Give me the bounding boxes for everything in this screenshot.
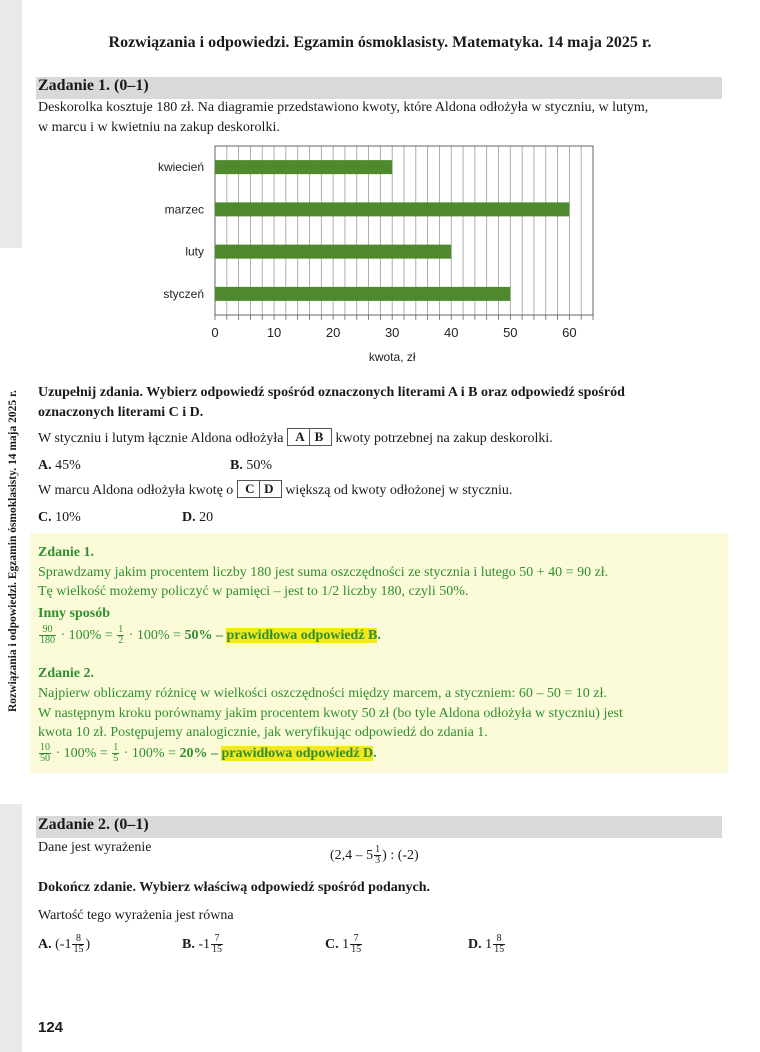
s2-answer-highlight: prawidłowa odpowiedź D — [221, 746, 374, 761]
s2-result: 20% – — [179, 746, 218, 761]
chart-x-tick-label: 30 — [384, 325, 400, 340]
q2-text-before: W marcu Aldona odłożyła kwotę o — [38, 483, 234, 498]
q2-option-d-letter: D. — [182, 510, 196, 525]
s2-fraction-2-num: 1 — [113, 742, 119, 754]
chart-category-label: marzec — [164, 202, 204, 217]
task1-intro-line1: Deskorolka kosztuje 180 zł. Na diagramie przedstawiono kwoty, które Aldona odłożyła w styczniu, w lutym, — [38, 100, 649, 115]
alt-method-formula — [38, 624, 381, 648]
side-label: Rozwiązania i odpowiedzi. Egzamin ósmoklasisty. 14 maja 2025 r. — [7, 390, 19, 712]
task1-intro-line2: w marcu i w kwietniu na zakup deskorolki. — [38, 120, 280, 135]
page-number: 124 — [38, 1019, 64, 1036]
expr-fraction — [374, 845, 381, 866]
s2-mid: · 100% = — [55, 746, 108, 761]
alt-fraction-2 — [117, 625, 124, 646]
task2-option-d[interactable] — [468, 932, 506, 958]
alt-fraction-2-den: 2 — [118, 635, 124, 647]
expr-den: 3 — [375, 855, 381, 867]
task2-option-b-den: 15 — [212, 944, 223, 956]
q2-option-c — [38, 508, 81, 528]
task2-option-a-den: 15 — [73, 944, 84, 956]
q2-option-c-letter: C. — [38, 510, 52, 525]
q1-text-after: kwoty potrzebnej na zakup deskorolki. — [335, 431, 553, 446]
task2-option-c[interactable] — [325, 932, 363, 958]
alt-fraction-2-num: 1 — [118, 624, 124, 636]
q1-option-b — [230, 456, 272, 476]
task2-option-d-pre: 1 — [485, 937, 493, 952]
chart-svg — [130, 140, 610, 370]
solution2-line1: Najpierw obliczamy różnicę w wielkości oszczędności między marcem, a styczniem: 60 – 50 = 10 zł. — [38, 686, 607, 701]
alt-fraction-1-den: 180 — [40, 635, 55, 647]
task2-option-a[interactable] — [38, 932, 90, 958]
task2-option-a-fraction — [72, 934, 84, 955]
solution1-title: Zdanie 1. — [38, 545, 95, 560]
solution2-line3: kwota 10 zł. Postępujemy analogicznie, jak weryfikując odpowiedź do zdania 1. — [38, 725, 488, 740]
task2-option-d-fraction — [493, 934, 505, 955]
task2-option-b[interactable] — [182, 932, 224, 958]
q2-option-c-value: 10% — [55, 510, 81, 525]
task2-prompt: Wartość tego wyrażenia jest równa — [38, 908, 234, 923]
alt-answer-highlight: prawidłowa odpowiedź B — [226, 628, 378, 643]
q2-answer-box[interactable] — [237, 480, 282, 498]
q1-option-a — [38, 456, 81, 476]
q1-answer-box[interactable] — [287, 428, 332, 446]
chart-x-tick-label: 20 — [325, 325, 341, 340]
chart-category-label: luty — [185, 244, 204, 259]
task2-option-d-num: 8 — [493, 934, 505, 945]
task2-instruction: Dokończ zdanie. Wybierz właściwą odpowiedź spośród podanych. — [38, 880, 431, 895]
chart-bar-kwiecień — [215, 160, 392, 174]
expr-start: (2,4 – 5 — [330, 848, 374, 863]
alt-fraction-1-num: 90 — [39, 625, 56, 636]
s2-fraction-1-den: 50 — [40, 753, 50, 765]
task2-option-b-fraction — [211, 934, 223, 955]
q1-option-a-value: 45% — [55, 458, 81, 473]
alt-mid: · 100% = — [60, 628, 113, 643]
task2-option-d-den: 15 — [494, 944, 505, 956]
task2-title: Zadanie 2. (0–1) — [38, 816, 149, 833]
q2-text-after: większą od kwoty odłożonej w styczniu. — [285, 483, 513, 498]
task1-instruction-line1: Uzupełnij zdania. Wybierz odpowiedź spośród oznaczonych literami A i B oraz odpowiedź spośród — [38, 385, 625, 400]
expr-num: 1 — [375, 844, 381, 856]
chart-x-tick-label: 60 — [562, 325, 577, 340]
task1-title: Zadanie 1. (0–1) — [38, 77, 149, 94]
task1-instruction-line2: oznaczonych literami C i D. — [38, 405, 204, 420]
task2-option-c-letter: C. — [325, 937, 339, 952]
chart-category-label: kwiecień — [157, 160, 204, 175]
q2-option-d-value: 20 — [199, 510, 214, 525]
task2-option-a-num: 8 — [72, 934, 84, 945]
q1-option-b-letter: B. — [230, 458, 243, 473]
solution1-line1: Sprawdzamy jakim procentem liczby 180 jest suma oszczędności ze stycznia i lutego 50 + 40 = 90 zł. — [38, 565, 609, 580]
s2-fraction-1-num: 10 — [40, 742, 50, 754]
s2-fraction-2 — [112, 743, 119, 764]
task2-option-b-pre: -1 — [198, 937, 211, 952]
s2-fraction-2-den: 5 — [113, 753, 119, 765]
task2-option-a-letter: A. — [38, 937, 52, 952]
chart-x-tick-label: 40 — [444, 325, 459, 340]
solution2-title: Zdanie 2. — [38, 666, 95, 681]
solution2-formula — [38, 742, 377, 766]
task2-option-b-num: 7 — [211, 934, 223, 945]
alt-fraction-1 — [39, 625, 56, 646]
s2-dot: . — [373, 746, 377, 761]
alt-dot: . — [377, 628, 381, 643]
q2-option-d — [182, 508, 213, 528]
q2-option-d-box[interactable]: D — [259, 481, 278, 497]
task2-option-c-num: 7 — [350, 934, 362, 945]
chart-bar-styczeń — [215, 287, 510, 301]
chart-x-axis-label: kwota, zł — [368, 350, 416, 364]
chart-x-tick-label: 10 — [266, 325, 282, 340]
task2-option-c-den: 15 — [351, 944, 362, 956]
task1-question2 — [38, 480, 512, 501]
q1-option-a-box[interactable]: A — [295, 429, 305, 444]
task2-intro: Dane jest wyrażenie — [38, 840, 152, 855]
task2-option-b-letter: B. — [182, 937, 195, 952]
chart-x-tick-label: 0 — [211, 325, 219, 340]
task2-option-c-fraction — [350, 934, 362, 955]
chart-bar-marzec — [215, 202, 569, 216]
expr-end: ) : (-2) — [382, 848, 419, 863]
savings-bar-chart — [130, 140, 610, 370]
solution2-line2: W następnym kroku porównamy jakim procentem kwoty 50 zł (bo tyle Aldona odłożyła w styczniu) jest — [38, 706, 623, 721]
alt-eq: · 100% = — [128, 628, 181, 643]
chart-bar-luty — [215, 245, 451, 259]
s2-fraction-1 — [39, 743, 51, 764]
solution1-line2: Tę wielkość możemy policzyć w pamięci – jest to 1/2 liczby 180, czyli 50%. — [38, 584, 469, 599]
task1-question1 — [38, 428, 553, 449]
q1-option-b-box[interactable]: B — [309, 429, 328, 445]
task2-option-c-pre: 1 — [342, 937, 350, 952]
task2-option-d-letter: D. — [468, 937, 482, 952]
chart-category-label: styczeń — [163, 286, 204, 301]
q1-option-a-letter: A. — [38, 458, 52, 473]
page-header: Rozwiązania i odpowiedzi. Egzamin ósmoklasisty. Matematyka. 14 maja 2025 r. — [108, 34, 652, 51]
chart-x-tick-label: 50 — [503, 325, 518, 340]
q2-option-c-box[interactable]: C — [245, 481, 255, 496]
alt-result: 50% – — [184, 628, 223, 643]
q1-option-b-value: 50% — [246, 458, 273, 473]
alt-method-title: Inny sposób — [38, 606, 110, 621]
task2-option-a-pre: (-1 — [55, 937, 72, 952]
task2-expression — [330, 844, 419, 868]
q1-text-before: W styczniu i lutym łącznie Aldona odłożyła — [38, 431, 284, 446]
task2-option-a-post: ) — [85, 937, 91, 952]
s2-eq: · 100% = — [123, 746, 176, 761]
